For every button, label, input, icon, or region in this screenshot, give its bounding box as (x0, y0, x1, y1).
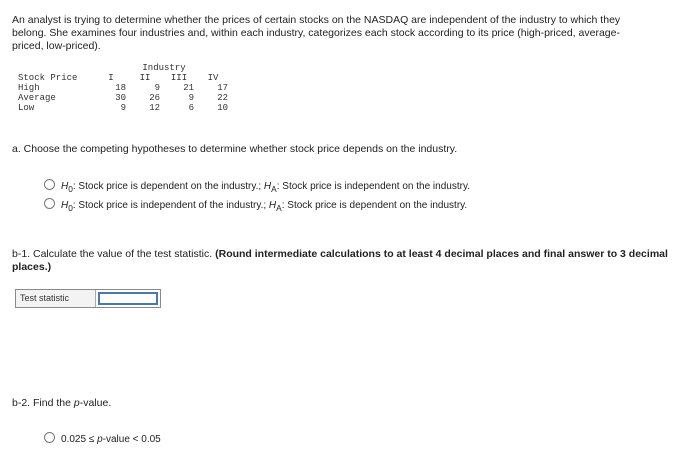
column-header: III (170, 73, 188, 83)
row-label: Low (18, 103, 35, 113)
table-cell: 22 (217, 93, 228, 103)
h0-subscript: 0 (68, 203, 73, 213)
table-cell: 18 (115, 83, 126, 93)
p-value-upper: -value < 0.05 (102, 434, 161, 445)
test-statistic-label: Test statistic (16, 290, 96, 307)
radio-button[interactable] (44, 198, 55, 209)
table-row (18, 93, 232, 103)
column-header: I (108, 73, 114, 83)
table-cell: 9 (188, 93, 194, 103)
table-cell: 17 (217, 83, 228, 93)
h0-text: : Stock price is independent of the industry.; (72, 200, 269, 211)
intro-line-1: An analyst is trying to determine whether the prices of certain stocks on the NASDAQ are independent of the industry to which they (12, 14, 621, 26)
radio-button[interactable] (44, 179, 55, 190)
h0-symbol: H (61, 181, 69, 192)
table-row (18, 83, 232, 93)
p-symbol: p (73, 397, 80, 409)
contingency-table (18, 63, 258, 113)
h0-text: : Stock price is dependent on the industry.; (72, 181, 264, 192)
test-statistic-row (15, 289, 161, 308)
ha-subscript: A (271, 184, 277, 194)
stub-header: Stock Price (18, 73, 78, 83)
ha-symbol: H (263, 181, 272, 192)
industry-header: Industry (142, 63, 186, 73)
intro-line-2: belong. She examines four industries and, within each industry, categorizes each stock according to its price (high-priced, average- (12, 27, 620, 39)
hypothesis-option-2[interactable] (44, 198, 467, 213)
ha-text: : Stock price is dependent on the industry. (281, 200, 468, 211)
table-cell: 30 (115, 93, 126, 103)
table-row (18, 103, 232, 113)
problem-intro (12, 14, 682, 53)
ha-symbol: H (268, 200, 277, 211)
p-value-lower: 0.025 ≤ (61, 434, 98, 445)
table-cell: 26 (149, 93, 160, 103)
hypothesis-option-1[interactable] (44, 179, 470, 194)
question-b2-prompt (12, 397, 111, 409)
row-label: Average (18, 93, 56, 103)
test-statistic-input[interactable] (98, 292, 158, 305)
p-value-option[interactable] (44, 432, 161, 445)
table-cell: 9 (154, 83, 160, 93)
column-header: II (139, 73, 151, 83)
column-header: IV (207, 73, 219, 83)
table-cell: 12 (149, 103, 160, 113)
rounding-instruction: (Round intermediate calculations to at least 4 decimal places and final answer to 3 decimal places.) (12, 248, 668, 273)
question-a-prompt: a. Choose the competing hypotheses to determine whether stock price depends on the industry. (12, 143, 458, 155)
row-label: High (18, 83, 40, 93)
p-symbol: p (97, 434, 103, 445)
table-cell: 9 (120, 103, 126, 113)
h0-subscript: 0 (68, 184, 73, 194)
ha-subscript: A (276, 203, 282, 213)
table-cell: 6 (188, 103, 194, 113)
question-b1-text: b-1. Calculate the value of the test statistic. (12, 248, 216, 260)
table-cell: 10 (217, 103, 228, 113)
h0-symbol: H (61, 200, 69, 211)
question-b1-prompt (12, 248, 672, 274)
table-cell: 21 (183, 83, 194, 93)
radio-button[interactable] (44, 432, 55, 443)
ha-text: : Stock price is independent on the industry. (276, 181, 470, 192)
question-b2-text: b-2. Find the (12, 397, 74, 409)
question-b2-suffix: -value. (79, 397, 112, 409)
intro-line-3: priced, low-priced). (12, 40, 101, 52)
